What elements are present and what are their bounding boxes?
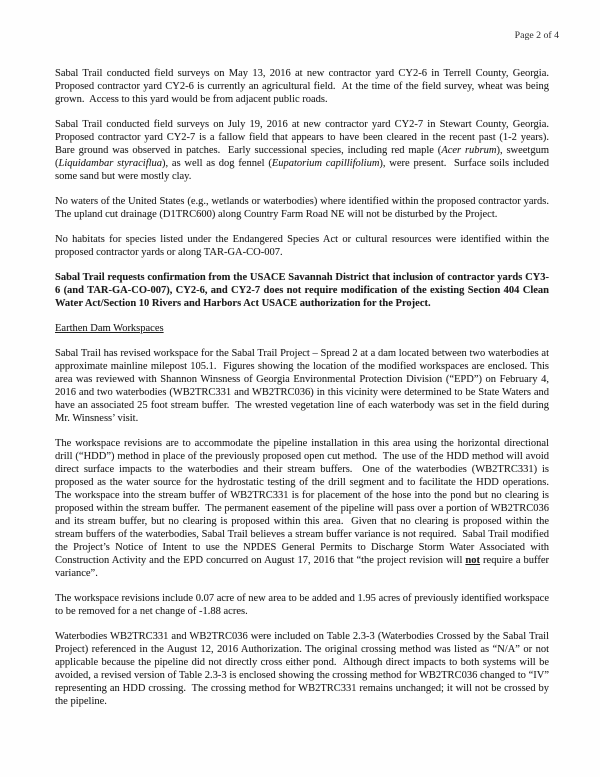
- para-no-habitats: No habitats for species listed under the Endangered Species Act or cultural resources were identified within the proposed contractor yards or along TAR-GA-CO-007.: [55, 234, 552, 258]
- para-revised-workspace: Sabal Trail has revised workspace for the Sabal Trail Project – Spread 2 at a dam located between two waterbodies at approximate mainline milepost 105.1. Figures showing the location of the modified workspaces are enclosed. This area was reviewed with Shannon Winsness of Georgia Environmental Protection Division (“EPD”) on February 4, 2016 and two waterbodies (WB2TRC331 and WB2TRC036) in this vicinity were determined to be State Waters and have an associated 25 foot stream buffer. The wrested vegetation line of each waterbody was set in the field during Mr. Winsness’ visit.: [55, 348, 552, 424]
- page-number: Page 2 of 4: [514, 30, 559, 41]
- para-usace-confirmation-request: Sabal Trail requests confirmation from the USACE Savannah District that inclusion of contractor yards CY3-6 (and TAR-GA-CO-007), CY2-6, and CY2-7 does not require modification of the existing Section 404 Clean Water Act/Section 10 Rivers and Harbors Act USACE authorization for the Project.: [55, 272, 552, 309]
- heading-earthen-dam-workspaces: Earthen Dam Workspaces: [55, 323, 164, 334]
- document-body: [55, 67, 555, 720]
- para-table-2-3-3: Waterbodies WB2TRC331 and WB2TRC036 were included on Table 2.3-3 (Waterbodies Crossed by the Sabal Trail Project) referenced in the August 12, 2016 Authorization. The original crossing method was listed as “N/A” or not applicable because the pipeline did not directly cross either pond. Although direct impacts to both systems will be avoided, a revised version of Table 2.3-3 is enclosed showing the crossing method for WB2TRC036 changed to “IV” representing an HDD crossing. The crossing method for WB2TRC331 remains unchanged; it will not be crossed by the pipeline.: [55, 631, 552, 707]
- para-contractor-yard-cy2-6: Sabal Trail conducted field surveys on May 13, 2016 at new contractor yard CY2-6 in Terrell County, Georgia. Proposed contractor yard CY2-6 is currently an agricultural field. At the time of the field survey, wheat was being grown. Access to this yard would be from adjacent public roads.: [55, 68, 555, 105]
- para-contractor-yard-cy2-7: Sabal Trail conducted field surveys on July 19, 2016 at new contractor yard CY2-7 in Stewart County, Georgia. Proposed contractor yard CY2-7 is a fallow field that appears to have been cleared in the recent past (1-2 years). Bare ground was observed in patches. Early successional species, including red maple (Acer rubrum), sweetgum (Liquidambar styraciflua), as well as dog fennel (Eupatorium capillifolium), were present. Surface soils included some sand but were mostly clay.: [55, 119, 555, 182]
- para-waters-of-us: No waters of the United States (e.g., wetlands or waterbodies) where identified within the proposed contractor yards. The upland cut drainage (D1TRC600) along Country Farm Road NE will not be disturbed by the Project.: [55, 196, 552, 220]
- para-workspace-revisions-hdd: The workspace revisions are to accommodate the pipeline installation in this area using the horizontal directional drill (“HDD”) method in place of the previously proposed open cut method. The use of the HDD method will avoid direct surface impacts to the waterbodies and their stream buffers. One of the waterbodies (WB2TRC331) is proposed as the water source for the hydrostatic testing of the drill segment and to facilitate the HDD operations. The workspace into the stream buffer of WB2TRC331 is for placement of the hose into the pond but no clearing is proposed within the stream buffer. The permanent easement of the pipeline will pass over a portion of WB2TRC036 and its stream buffer, but no clearing is proposed within this area. Given that no clearing is proposed within the stream buffers of the waterbodies, Sabal Trail believes a stream buffer variance is not required. Sabal Trail modified the Project’s Notice of Intent to use the NPDES General Permits to Discharge Storm Water Associated with Construction Activity and the EPD concurred on August 17, 2016 that “the project revision will not require a buffer variance”.: [55, 438, 555, 579]
- para-net-acreage-change: The workspace revisions include 0.07 acre of new area to be added and 1.95 acres of previously identified workspace to be removed for a net change of -1.88 acres.: [55, 593, 552, 617]
